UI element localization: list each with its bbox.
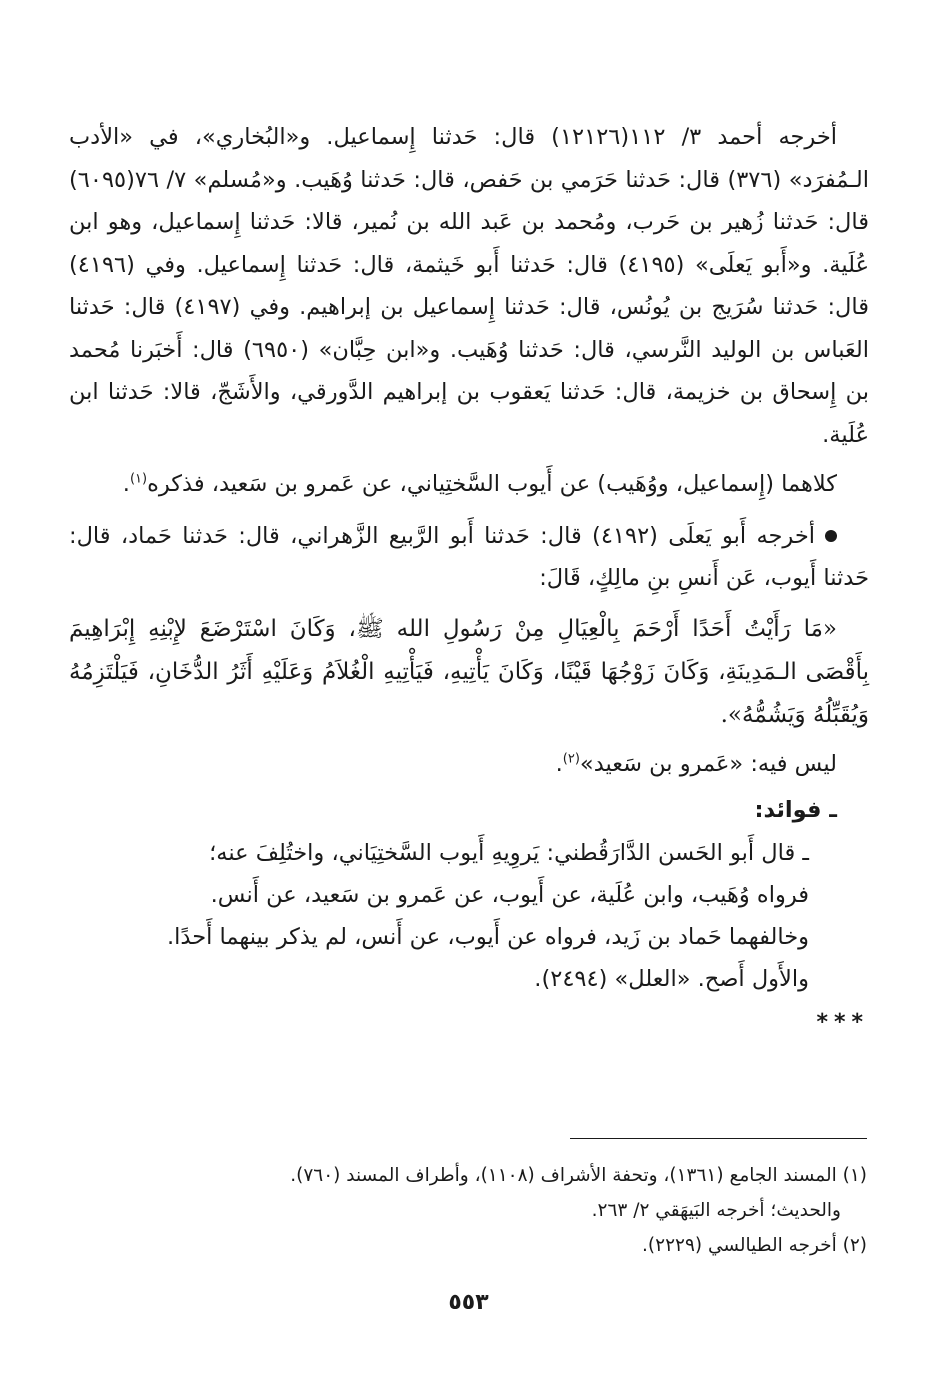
hadith-text: «مَا رَأَيْتُ أَحَدًا أَرْحَمَ بِالْعِيَالِ مِنْ رَسُولِ الله ﷺ، وَكَانَ اسْتَرْضَعَ لإِبْنِهِ إِبْرَاهِيمَ بِأَقْصَى الـمَدِينَةِ، وَكَانَ زَوْجُهَا قَيْنًا، وَكَانَ يَأْتِيهِ، فَيَأْتِيهِ الْغُلاَمُ وَعَلَيْهِ أَثَرُ الدُّخَانِ، فَيَلْتَزِمُهُ وَيُقَبِّلُهُ وَيَشُمُّهُ».: [69, 615, 869, 728]
footnote-divider: [570, 1138, 867, 1139]
main-text: [69, 116, 869, 1044]
note-text: ليس فيه: «عَمرو بن سَعيد»: [579, 750, 837, 777]
abu-yala-text: أخرجه أَبو يَعلَى (٤١٩٢) قال: حَدثنا أَبو الرَّبيع الزَّهراني، قال: حَدثنا حَماد، قال: حَدثنا أَيوب، عَن أَنسِ بنِ مالِكٍ، قَالَ:: [69, 522, 869, 591]
fawaid-line: والأَول أَصح. «العلل» (٢٤٩٤).: [534, 965, 809, 992]
footnote-1-continuation: والحديث؛ أخرجه البَيهَقي ٢/ ٢٦٣.: [591, 1200, 841, 1221]
footnote-ref-2[interactable]: (٢): [562, 751, 580, 766]
paragraph-note: [69, 743, 869, 786]
fawaid-heading: ـ فوائد:: [754, 797, 837, 823]
footnotes: [67, 1158, 867, 1263]
page-number: ٥٥٣: [448, 1290, 489, 1315]
footnote-ref-1[interactable]: (١): [129, 471, 148, 487]
footnote-2: (٢) أخرجه الطيالسي (٢٢٢٩).: [642, 1235, 867, 1256]
note-end: .: [555, 750, 563, 777]
fawaid-line: وخالفهما حَماد بن زَيد، فرواه عن أَيوب، عن أَنس، لم يذكر بينهما أَحدًا.: [166, 923, 809, 950]
bullet-icon: [825, 530, 837, 542]
footnote-1: (١) المسند الجامع (١٣٦١)، وتحفة الأشراف (١١٠٨)، وأطراف المسند (٧٦٠).: [290, 1165, 867, 1186]
summary-text: كلاهما (إِسماعيل، ووُهَيب) عن أَيوب السَّختِياني، عن عَمرو بن سَعيد، فذكره: [147, 471, 837, 497]
fawaid-line: ـ قال أَبو الحَسن الدَّارَقُطني: يَروِيهِ أَيوب السَّختِيَاني، واختُلِفَ عنه؛: [209, 839, 809, 866]
paragraph-summary: كلاهما (إِسماعيل، ووُهَيب) عن أَيوب السَّختِياني، عن عَمرو بن سَعيد، فذكره$^{(١)}$.: [122, 471, 837, 497]
fawaid-line: فرواه وُهَيب، وابن عُلَية، عن أَيوب، عن عَمرو بن سَعيد، عن أَنس.: [210, 881, 809, 908]
paragraph-abu-yala: [69, 515, 869, 600]
paragraph-takhrij: أخرجه أحمد ٣/ ١١٢(١٢١٢٦) قال: حَدثنا إِسماعيل. و«البُخاري»، في «الأدب الـمُفرَد» (٣٧٦) قال: حَدثنا حَرَمي بن حَفص، قال: حَدثنا وُهَيب. و«مُسلم» ٧/ ٧٦(٦٠٩٥) قال: حَدثنا زُهير بن حَرب، ومُحمد بن عَبد الله بن نُمير، قالا: حَدثنا إِسماعيل، وهو ابن عُلَية. و«أَبو يَعلَى» (٤١٩٥) قال: حَدثنا أَبو خَيثمة، قال: حَدثنا إِسماعيل. وفي (٤١٩٦) قال: حَدثنا سُرَيج بن يُونُس، قال: حَدثنا إِسماعيل بن إبراهيم. وفي (٤١٩٧) قال: حَدثنا العَباس بن الوليد النَّرسي، قال: حَدثنا وُهَيب. و«ابن حِبَّان» (٦٩٥٠) قال: أَخبَرنا مُحمد بن إِسحاق بن خزيمة، قال: حَدثنا يَعقوب بن إبراهيم الدَّورقي، والأَشَجّ، قالا: حَدثنا ابن عُلَية.: [69, 124, 870, 448]
fawaid-body: [69, 832, 869, 1000]
section-separator: ***: [816, 1009, 869, 1035]
